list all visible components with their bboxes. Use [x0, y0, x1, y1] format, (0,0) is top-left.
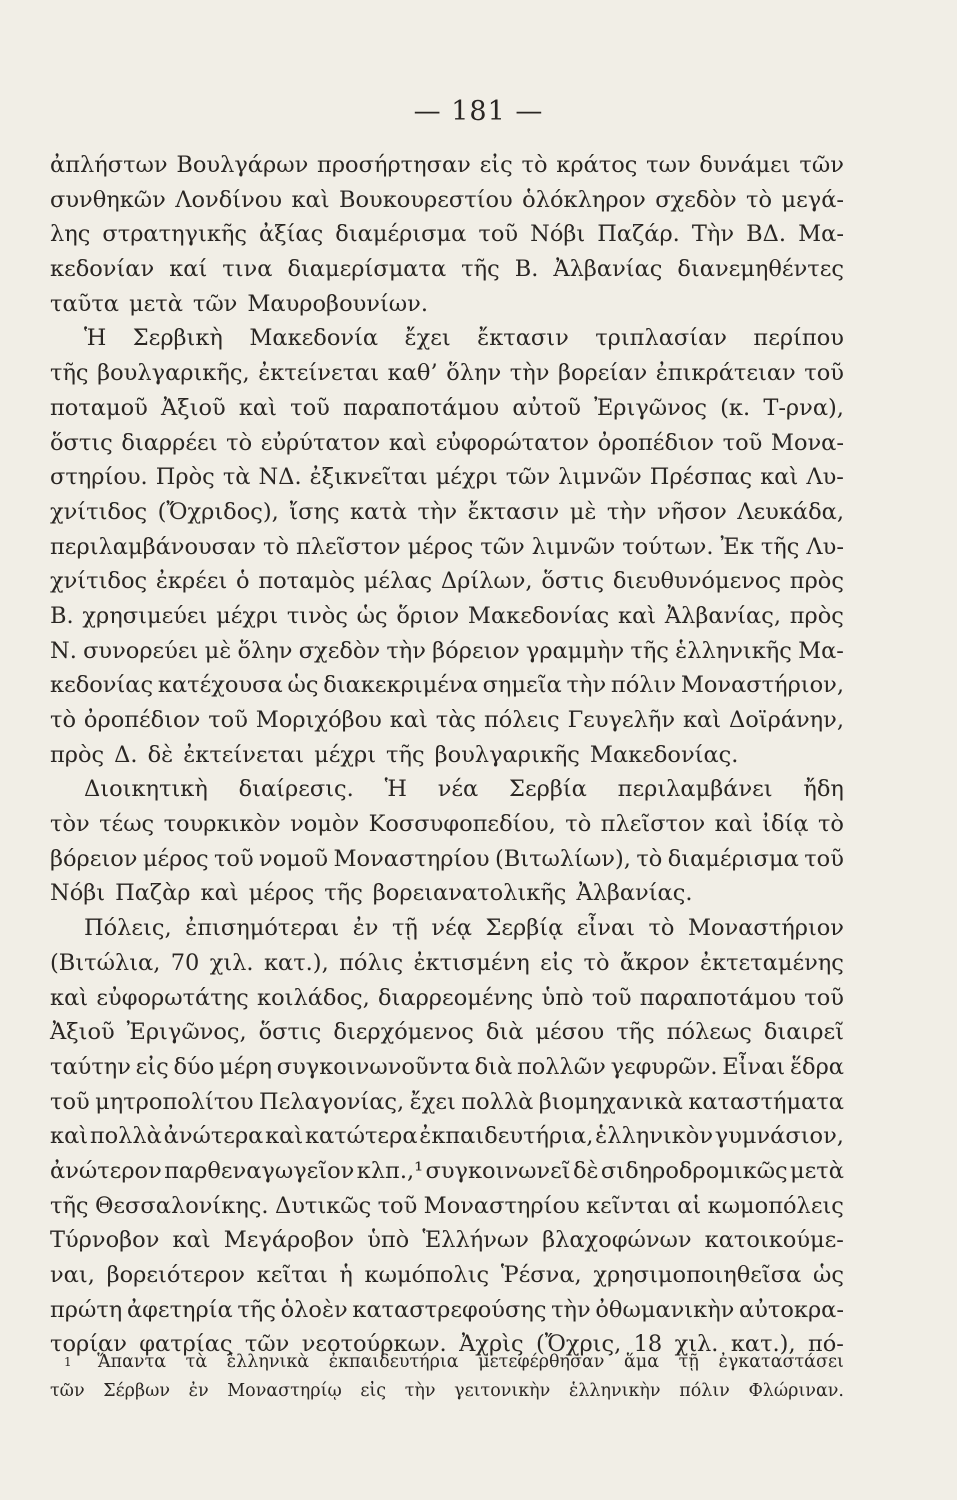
text-line: ὅστις διαρρέει τὸ εὐρύτατον καὶ εὐφορώτατον ὀροπέδιον τοῦ Μονα-: [50, 429, 844, 456]
text-line: τῆς Θεσσαλονίκης. Δυτικῶς τοῦ Μοναστηρίου κεῖνται αἱ κωμοπόλεις: [50, 1192, 844, 1219]
text-line: πρώτη ἀφετηρία τῆς ὁλοὲν καταστρεφούσης τὴν ὀθωμανικὴν αὐτοκρα-: [50, 1296, 844, 1323]
text-line: ποταμοῦ Ἀξιοῦ καὶ τοῦ παραποτάμου αὐτοῦ Ἐριγῶνος (κ. Τ‑ρνα),: [50, 394, 844, 421]
page-number: — 181 —: [413, 96, 544, 127]
text-line: Ν. συνορεύει μὲ ὅλην σχεδὸν τὴν βόρειον γραμμὴν τῆς ἑλληνικῆς Μα-: [50, 637, 844, 664]
text-line: Ἀξιοῦ Ἐριγῶνος, ὅστις διερχόμενος διὰ μέσου τῆς πόλεως διαιρεῖ: [50, 1019, 844, 1046]
text-line: βόρειον μέρος τοῦ νομοῦ Μοναστηρίου (Βιτωλίων), τὸ διαμέρισμα τοῦ: [50, 845, 844, 872]
text-line: τὸ ὀροπέδιον τοῦ Μοριχόβου καὶ τὰς πόλεις Γευγελῆν καὶ Δοϊράνην,: [50, 707, 844, 733]
text-line: τοῦ μητροπολίτου Πελαγονίας, ἔχει πολλὰ βιομηχανικὰ καταστήματα: [50, 1088, 844, 1115]
text-line: Πόλεις, ἐπισημότεραι ἐν τῇ νέᾳ Σερβίᾳ εἶναι τὸ Μοναστήριον: [84, 915, 844, 942]
text-line: Τύρνοβον καὶ Μεγάροβον ὑπὸ Ἑλλήνων βλαχοφώνων κατοικούμε-: [50, 1227, 844, 1254]
footnote: [50, 1348, 844, 1406]
text-line: τορίαν φατρίας τῶν νεοτούρκων. Ἀχρὶς (Ὄχρις, 18 χιλ. κατ.), πό-: [50, 1331, 844, 1358]
footnote-line: 1 Ἅπαντα τὰ ἑλληνικὰ ἐκπαιδευτήρια μετεφέρθησαν ἅμα τῇ ἐγκαταστάσει: [50, 1348, 844, 1377]
footnote-marker: 1: [64, 1355, 72, 1369]
text-line: ναι, βορειότερον κεῖται ἡ κωμόπολις Ῥέσνα, χρησιμοποιηθεῖσα ὡς: [50, 1262, 844, 1288]
text-line: ταύτην εἰς δύο μέρη συγκοινωνοῦντα διὰ πολλῶν γεφυρῶν. Εἶναι ἕδρα: [50, 1053, 844, 1080]
text-line: περιλαμβάνουσαν τὸ πλεῖστον μέρος τῶν λιμνῶν τούτων. Ἐκ τῆς Λυ-: [50, 533, 844, 560]
text-line: (Βιτώλια, 70 χιλ. κατ.), πόλις ἐκτισμένη εἰς τὸ ἄκρον ἐκτεταμένης: [50, 949, 844, 976]
text-line: ἀπλήστων Βουλγάρων προσήρτησαν εἰς τὸ κράτος των δυνάμει τῶν: [50, 152, 844, 178]
body-text: [50, 148, 844, 1362]
text-line: καὶ εὐφορωτάτης κοιλάδος, διαρρεομένης ὑπὸ τοῦ παραποτάμου τοῦ: [50, 984, 844, 1011]
text-line: Β. χρησιμεύει μέχρι τινὸς ὡς ὅριον Μακεδονίας καὶ Ἀλβανίας, πρὸς: [50, 602, 844, 629]
text-line: ἀνώτερον παρθεναγωγεῖον κλπ.,¹ συγκοινωνεῖ δὲ σιδηροδρομικῶς μετὰ: [50, 1157, 844, 1184]
text-line: καὶ πολλὰ ἀνώτερα καὶ κατώτερα ἐκπαιδευτήρια, ἑλληνικὸν γυμνάσιον,: [50, 1123, 844, 1150]
text-line: λης στρατηγικῆς ἀξίας διαμέρισμα τοῦ Νόβι Παζάρ. Τὴν ΒΔ. Μα-: [50, 221, 844, 248]
text-line: τὸν τέως τουρκικὸν νομὸν Κοσσυφοπεδίου, τὸ πλεῖστον καὶ ἰδίᾳ τὸ: [50, 811, 844, 838]
footnote-line: τῶν Σέρβων ἐν Μοναστηρίῳ εἰς τὴν γειτονικὴν ἑλληνικὴν πόλιν Φλώριναν.: [50, 1381, 844, 1401]
text-line: πρὸς Δ. δὲ ἐκτείνεται μέχρι τῆς βουλγαρικῆς Μακεδονίας.: [50, 741, 739, 768]
text-line: Ἡ Σερβικὴ Μακεδονία ἔχει ἔκτασιν τριπλασίαν περίπου: [84, 325, 844, 352]
text-line: συνθηκῶν Λονδίνου καὶ Βουκουρεστίου ὁλόκληρον σχεδὸν τὸ μεγά-: [50, 186, 844, 213]
text-line: ταῦτα μετὰ τῶν Μαυροβουνίων.: [50, 290, 428, 317]
text-line: στηρίου. Πρὸς τὰ ΝΔ. ἐξικνεῖται μέχρι τῶν λιμνῶν Πρέσπας καὶ Λυ-: [50, 464, 844, 491]
text-line: χνίτιδος ἐκρέει ὁ ποταμὸς μέλας Δρίλων, ὅστις διευθυνόμενος πρὸς: [50, 568, 844, 595]
text-line: τῆς βουλγαρικῆς, ἐκτείνεται καθ’ ὅλην τὴν βορείαν ἐπικράτειαν τοῦ: [50, 360, 844, 387]
text-line: κεδονίας κατέχουσα ὡς διακεκριμένα σημεῖα τὴν πόλιν Μοναστήριον,: [50, 672, 844, 699]
text-line: Διοικητικὴ διαίρεσις. Ἡ νέα Σερβία περιλαμβάνει ἤδη: [84, 776, 844, 803]
text-line: Νόβι Παζὰρ καὶ μέρος τῆς βορειανατολικῆς Ἀλβανίας.: [50, 880, 693, 907]
text-line: κεδονίαν καί τινα διαμερίσματα τῆς Β. Ἀλβανίας διανεμηθέντες: [50, 256, 844, 283]
text-line: χνίτιδος (Ὄχριδος), ἴσης κατὰ τὴν ἔκτασιν μὲ τὴν νῆσον Λευκάδα,: [50, 498, 844, 525]
